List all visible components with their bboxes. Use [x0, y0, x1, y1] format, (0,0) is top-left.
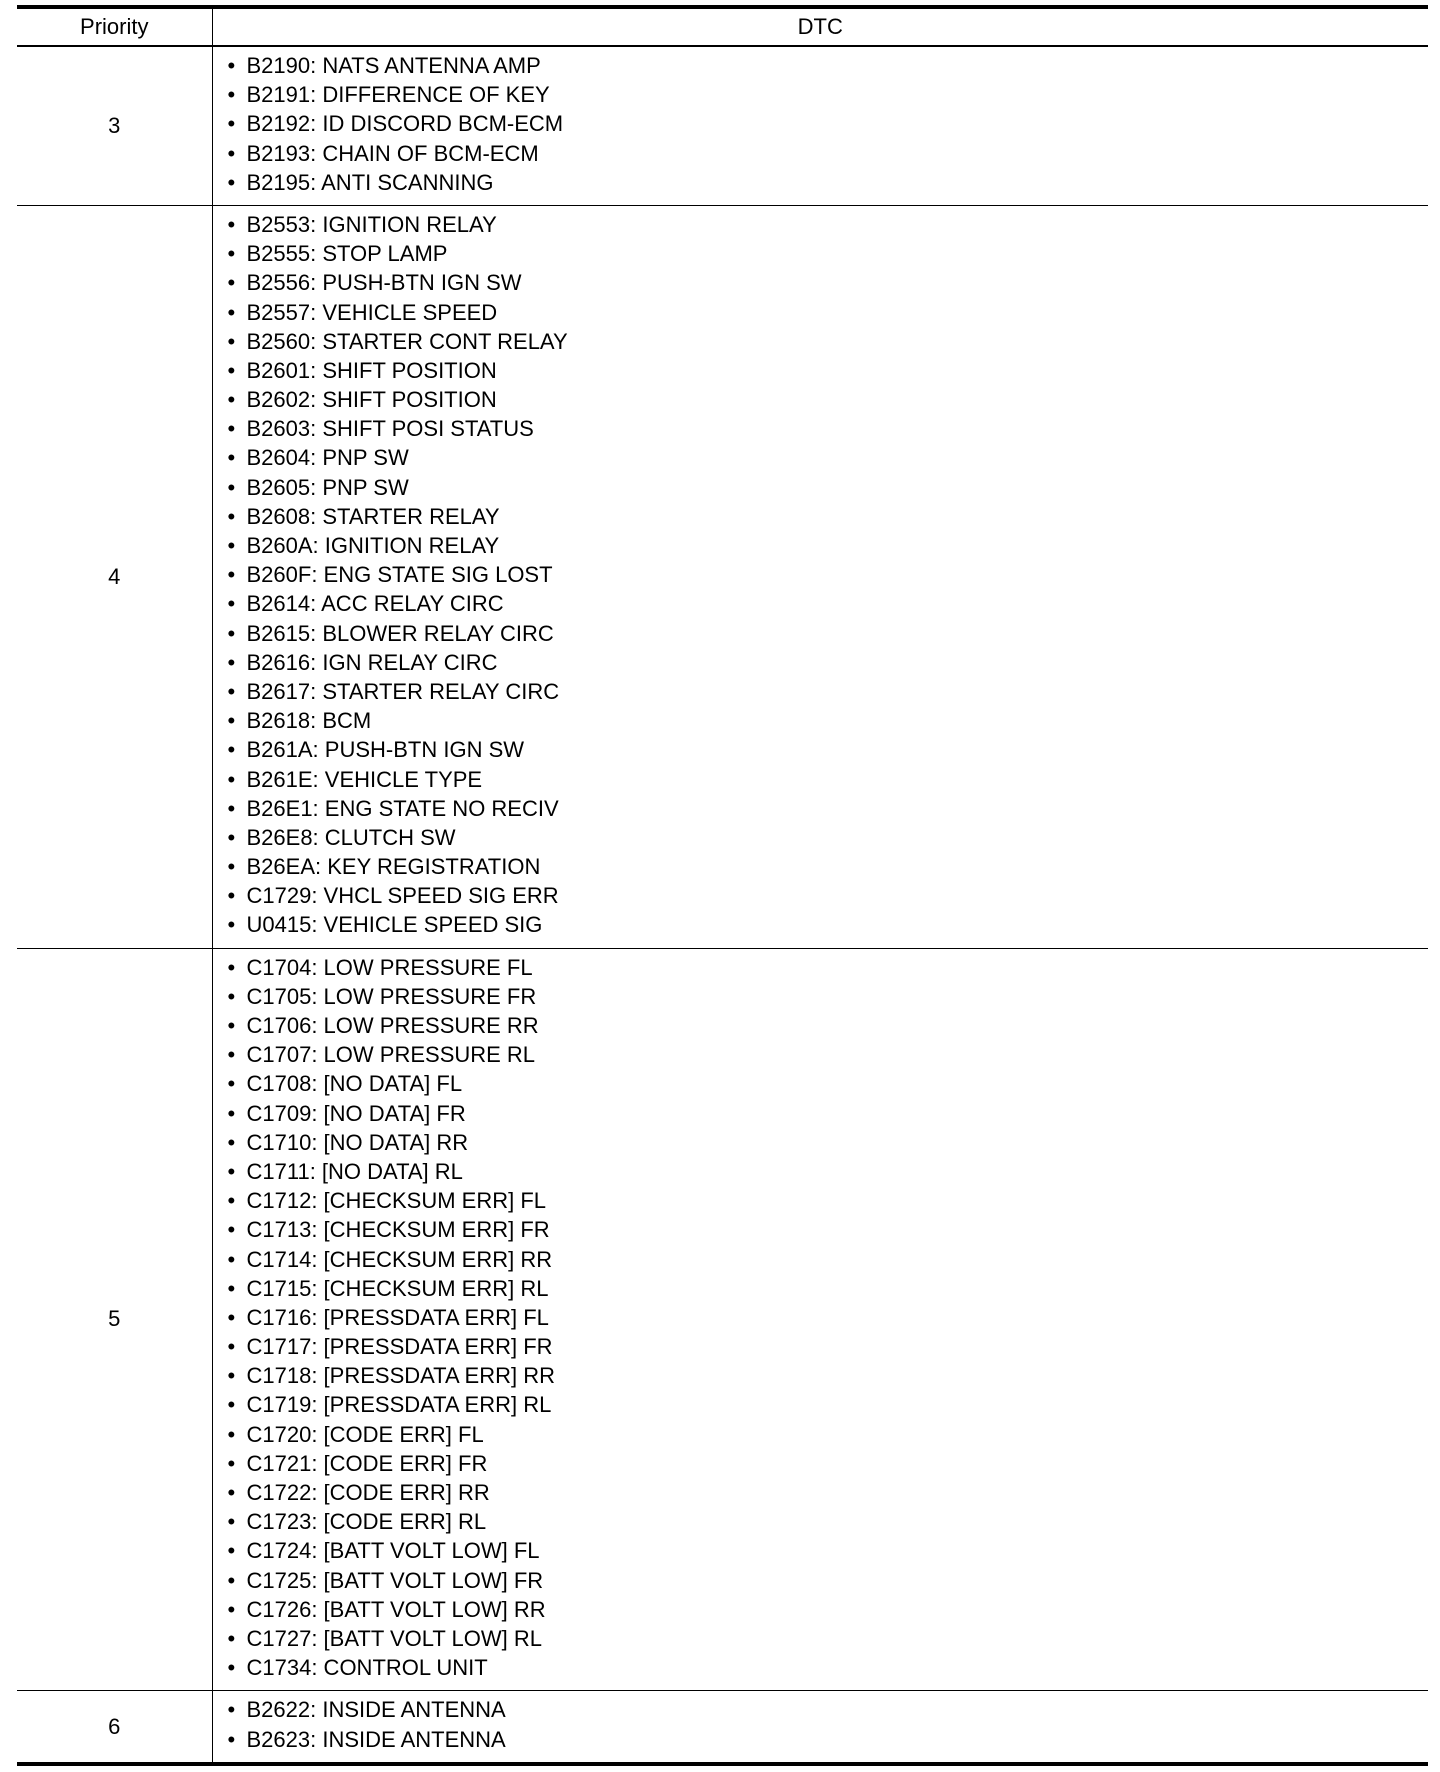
dtc-item: • B261E: VEHICLE TYPE [228, 765, 1429, 794]
dtc-item: • C1726: [BATT VOLT LOW] RR [228, 1595, 1429, 1624]
dtc-item: • C1711: [NO DATA] RL [228, 1157, 1429, 1186]
dtc-item: • B2618: BCM [228, 706, 1429, 735]
dtc-list [213, 1691, 1429, 1761]
dtc-item: • B2555: STOP LAMP [228, 239, 1429, 268]
dtc-item: • C1708: [NO DATA] FL [228, 1069, 1429, 1098]
dtc-item: • B2195: ANTI SCANNING [228, 168, 1429, 197]
priority-cell: 4 [17, 205, 212, 948]
dtc-item: • B2616: IGN RELAY CIRC [228, 648, 1429, 677]
dtc-item: • C1720: [CODE ERR] FL [228, 1420, 1429, 1449]
dtc-item: • B2192: ID DISCORD BCM-ECM [228, 109, 1429, 138]
dtc-item: • C1715: [CHECKSUM ERR] RL [228, 1274, 1429, 1303]
header-row [17, 7, 1428, 46]
dtc-item: • C1713: [CHECKSUM ERR] FR [228, 1215, 1429, 1244]
dtc-item: • B2191: DIFFERENCE OF KEY [228, 80, 1429, 109]
dtc-item: • B26EA: KEY REGISTRATION [228, 852, 1429, 881]
dtc-item: • B2190: NATS ANTENNA AMP [228, 51, 1429, 80]
dtc-item: • C1722: [CODE ERR] RR [228, 1478, 1429, 1507]
dtc-item: • B26E1: ENG STATE NO RECIV [228, 794, 1429, 823]
dtc-item: • C1707: LOW PRESSURE RL [228, 1040, 1429, 1069]
dtc-item: • B2556: PUSH-BTN IGN SW [228, 268, 1429, 297]
dtc-item: • C1734: CONTROL UNIT [228, 1653, 1429, 1682]
dtc-cell [212, 948, 1428, 1691]
dtc-item: • B2608: STARTER RELAY [228, 502, 1429, 531]
dtc-priority-table [17, 5, 1428, 1766]
dtc-item: • B2615: BLOWER RELAY CIRC [228, 619, 1429, 648]
dtc-list [213, 47, 1429, 205]
dtc-item: • B26E8: CLUTCH SW [228, 823, 1429, 852]
dtc-item: • B2605: PNP SW [228, 473, 1429, 502]
dtc-item: • B2603: SHIFT POSI STATUS [228, 414, 1429, 443]
table-header [17, 7, 1428, 46]
dtc-item: • C1725: [BATT VOLT LOW] FR [228, 1566, 1429, 1595]
dtc-item: • B2622: INSIDE ANTENNA [228, 1695, 1429, 1724]
dtc-item: • C1714: [CHECKSUM ERR] RR [228, 1245, 1429, 1274]
dtc-item: • B2560: STARTER CONT RELAY [228, 327, 1429, 356]
dtc-item: • B2604: PNP SW [228, 443, 1429, 472]
dtc-cell [212, 46, 1428, 205]
dtc-item: • C1719: [PRESSDATA ERR] RL [228, 1390, 1429, 1419]
dtc-item: • B2617: STARTER RELAY CIRC [228, 677, 1429, 706]
table-body [17, 46, 1428, 1764]
dtc-cell [212, 1691, 1428, 1764]
dtc-item: • C1709: [NO DATA] FR [228, 1099, 1429, 1128]
dtc-item: • B2553: IGNITION RELAY [228, 210, 1429, 239]
dtc-item: • B261A: PUSH-BTN IGN SW [228, 735, 1429, 764]
dtc-item: • C1710: [NO DATA] RR [228, 1128, 1429, 1157]
table-row [17, 1691, 1428, 1764]
dtc-item: • C1724: [BATT VOLT LOW] FL [228, 1536, 1429, 1565]
dtc-item: • C1704: LOW PRESSURE FL [228, 953, 1429, 982]
dtc-item: • C1716: [PRESSDATA ERR] FL [228, 1303, 1429, 1332]
dtc-item: • B2614: ACC RELAY CIRC [228, 589, 1429, 618]
dtc-item: • C1712: [CHECKSUM ERR] FL [228, 1186, 1429, 1215]
dtc-item: • C1705: LOW PRESSURE FR [228, 982, 1429, 1011]
dtc-item: • B2193: CHAIN OF BCM-ECM [228, 139, 1429, 168]
priority-cell: 5 [17, 948, 212, 1691]
dtc-item: • C1706: LOW PRESSURE RR [228, 1011, 1429, 1040]
priority-cell: 6 [17, 1691, 212, 1764]
table-row [17, 205, 1428, 948]
priority-cell: 3 [17, 46, 212, 205]
dtc-item: • C1721: [CODE ERR] FR [228, 1449, 1429, 1478]
priority-column-header: Priority [17, 7, 212, 46]
dtc-item: • B260F: ENG STATE SIG LOST [228, 560, 1429, 589]
dtc-item: • B2557: VEHICLE SPEED [228, 298, 1429, 327]
dtc-item: • C1727: [BATT VOLT LOW] RL [228, 1624, 1429, 1653]
table-row [17, 46, 1428, 205]
dtc-item: • B2602: SHIFT POSITION [228, 385, 1429, 414]
dtc-list [213, 206, 1429, 948]
dtc-item: • C1717: [PRESSDATA ERR] FR [228, 1332, 1429, 1361]
dtc-item: • U0415: VEHICLE SPEED SIG [228, 910, 1429, 939]
dtc-cell [212, 205, 1428, 948]
dtc-column-header: DTC [212, 7, 1428, 46]
dtc-list [213, 949, 1429, 1691]
table-row [17, 948, 1428, 1691]
dtc-item: • C1723: [CODE ERR] RL [228, 1507, 1429, 1536]
dtc-item: • B2601: SHIFT POSITION [228, 356, 1429, 385]
dtc-item: • B260A: IGNITION RELAY [228, 531, 1429, 560]
dtc-item: • C1718: [PRESSDATA ERR] RR [228, 1361, 1429, 1390]
dtc-item: • C1729: VHCL SPEED SIG ERR [228, 881, 1429, 910]
dtc-item: • B2623: INSIDE ANTENNA [228, 1725, 1429, 1754]
